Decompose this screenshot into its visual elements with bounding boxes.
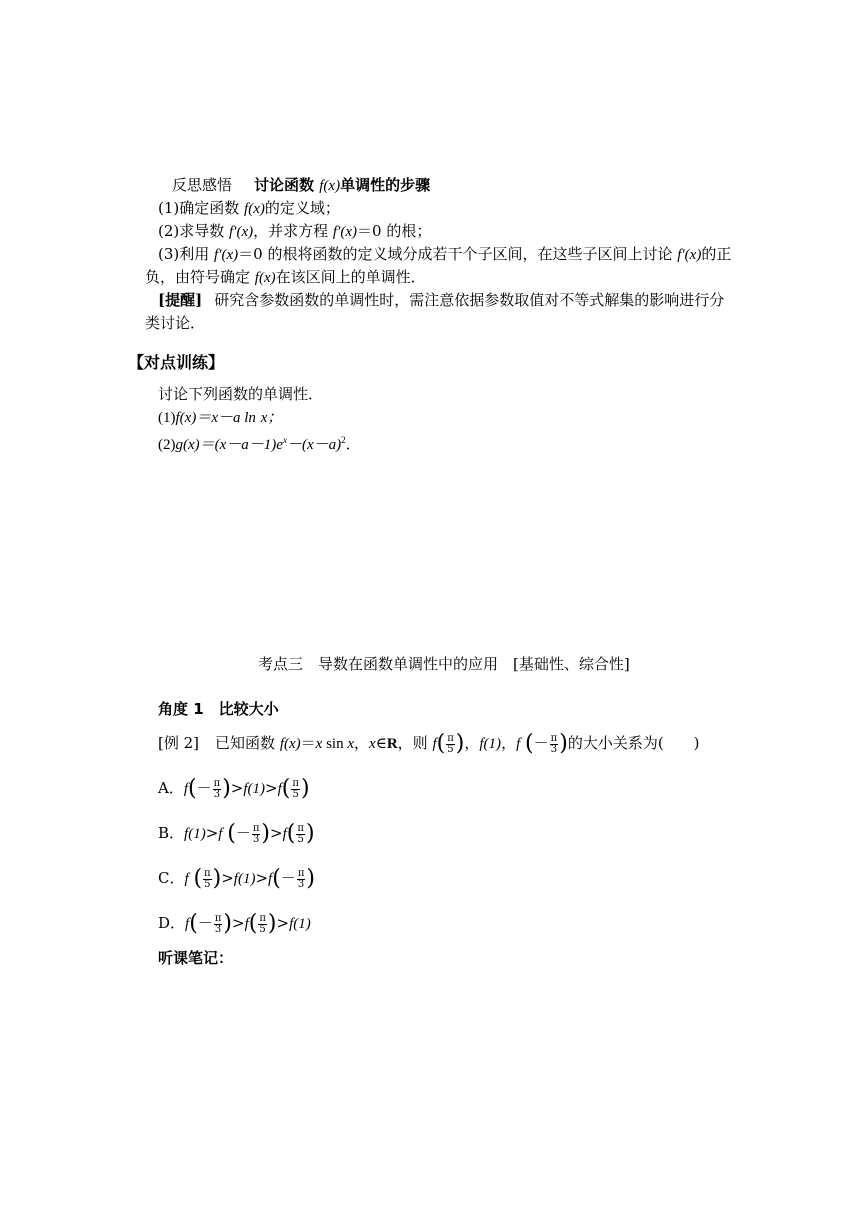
section-title: 考点三 导数在函数单调性中的应用 [基础性、综合性] [258, 655, 630, 673]
practice-intro: 讨论下列函数的单调性． [158, 385, 324, 403]
option-a: A．f(－ $\frac{\pi}{3}$ )>f(1)>f( $\frac{\pi}{5}$ ) [158, 776, 310, 801]
reflection-step-2: (2)求导数 f′(x)，并求方程 f′(x)＝0 的根； [158, 222, 432, 240]
option-b: B．f(1)>f (－ $\frac{\pi}{3}$ )>f( $\frac{\pi}{5}$ ) [158, 821, 315, 846]
reflection-reminder: [提醒] 研究含参数函数的单调性时，需注意依据参数取值对不等式解集的影响进行分 [158, 291, 725, 309]
option-c: C．f ( $\frac{\pi}{5}$ )>f(1)>f(－ $\frac{\pi}{3}$ ) [158, 866, 315, 891]
reflection-step-1: (1)确定函数 f(x)的定义域； [158, 199, 340, 217]
example-2: [例 2] 已知函数 f(x)＝x sin x，x∈R，则 f( $\frac{\pi}{5}$ )，f(1)，f (－ $\frac{\pi}{3}$ )的大小关系为( ) [158, 731, 700, 756]
reflection-title: 讨论函数 f(x)单调性的步骤 [254, 176, 431, 194]
angle-heading: 角度 1 比较大小 [158, 700, 279, 718]
reminder-label: [提醒] [158, 291, 203, 309]
option-d: D．f(－ $\frac{\pi}{3}$ )>f( $\frac{\pi}{5}$ )>f(1) [158, 911, 311, 936]
notes-label: 听课笔记： [158, 949, 234, 967]
practice-question-1: (1)f(x)＝x－a ln x； [158, 410, 283, 426]
reflection-heading [172, 175, 430, 196]
practice-heading: 【对点训练】 [128, 353, 225, 372]
reflection-step-3: (3)利用 f′(x)＝0 的根将函数的定义域分成若干个子区间，在这些子区间上讨论 f′(x)的正 [158, 245, 732, 263]
reflection-step-3-cont: 负，由符号确定 f(x)在该区间上的单调性． [145, 268, 426, 286]
example-label: [例 2] [158, 734, 200, 752]
practice-question-2: $(2)g(x)=(x-a-1)e^x-(x-a)^2$． [158, 435, 361, 453]
reflection-label: 反思感悟 [172, 176, 233, 194]
reflection-reminder-cont: 类讨论． [145, 314, 206, 332]
